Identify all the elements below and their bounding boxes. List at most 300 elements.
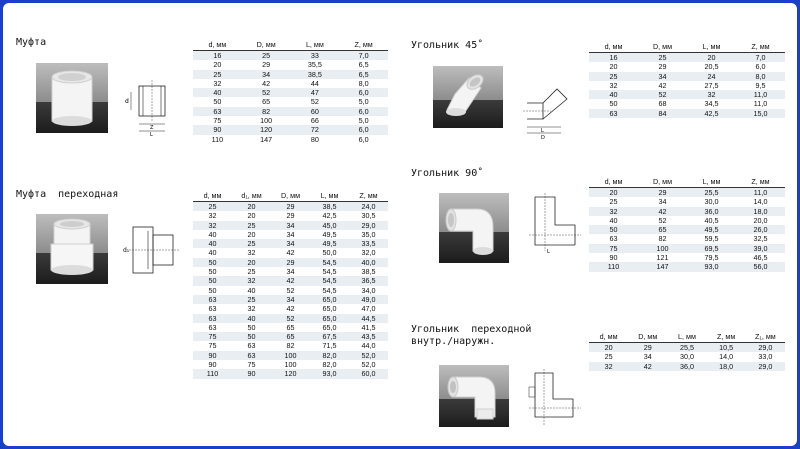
table-cell: 29 (242, 60, 291, 69)
table-cell: 24 (687, 72, 736, 81)
table-cell: 32 (193, 211, 232, 220)
table-cell: 6,5 (339, 70, 388, 79)
table-cell: 65 (242, 97, 291, 106)
table-cell: 82,0 (310, 360, 349, 369)
table-cell: 49,5 (687, 225, 736, 234)
table-cell: 25,5 (687, 188, 736, 198)
coupling-drawing (121, 78, 181, 143)
elbow90-drawing (527, 191, 587, 262)
table-cell: 54,5 (310, 258, 349, 267)
table-cell: 40 (232, 314, 271, 323)
table-cell: 72 (291, 125, 340, 134)
table-cell: 20 (193, 60, 242, 69)
table-cell: 63 (193, 295, 232, 304)
column-header: d, мм (193, 38, 242, 51)
table-cell: 34 (271, 267, 310, 276)
table-cell: 38,5 (291, 70, 340, 79)
dim-label-d1: d₁ (123, 247, 130, 254)
elbow45-title: Угольник 45˚ (411, 40, 484, 51)
table-cell: 63 (589, 109, 638, 118)
table-cell: 93,0 (687, 262, 736, 271)
table-cell: 34 (242, 70, 291, 79)
table-cell: 11,0 (736, 188, 785, 198)
table-cell: 147 (242, 135, 291, 144)
table-cell: 50 (589, 99, 638, 108)
table-cell: 100 (242, 116, 291, 125)
table-cell: 65 (638, 225, 687, 234)
table-header-row (589, 40, 785, 53)
column-header: D, мм (638, 40, 687, 53)
table-row (193, 202, 388, 212)
table-cell: 68 (638, 99, 687, 108)
dim-label-d-45: D (541, 135, 545, 141)
column-header: Z, мм (349, 189, 388, 202)
table-cell: 39,0 (736, 244, 785, 253)
table-cell: 90 (193, 351, 232, 360)
table-cell: 30,0 (667, 352, 706, 361)
table-cell: 82,0 (310, 351, 349, 360)
table-cell: 59,5 (687, 234, 736, 243)
table-cell: 40 (193, 88, 242, 97)
table-cell: 46,5 (736, 253, 785, 262)
table-cell: 32 (589, 207, 638, 216)
table-cell: 42,5 (310, 211, 349, 220)
table-cell: 20 (232, 258, 271, 267)
elbow45-photo (433, 66, 503, 128)
table-cell: 32 (193, 221, 232, 230)
table-cell: 29 (271, 258, 310, 267)
table-cell: 18,0 (707, 362, 746, 371)
table-cell: 90 (193, 360, 232, 369)
table-cell: 52 (638, 216, 687, 225)
table-row (589, 188, 785, 198)
table-cell: 34 (638, 72, 687, 81)
coupling-title: Муфта (16, 37, 47, 48)
table-cell: 20,5 (687, 62, 736, 71)
table-cell: 36,5 (349, 276, 388, 285)
column-header: Z, мм (339, 38, 388, 51)
table-row (193, 295, 388, 304)
table-cell: 34 (638, 197, 687, 206)
table-cell: 5,0 (339, 97, 388, 106)
table-cell: 45,0 (310, 221, 349, 230)
table-cell: 84 (638, 109, 687, 118)
dim-label-l: L (150, 132, 153, 138)
column-header: d, мм (589, 175, 638, 188)
table-cell: 50 (232, 332, 271, 341)
column-header: L, мм (667, 330, 706, 343)
table-cell: 25 (589, 352, 628, 361)
table-cell: 71,5 (310, 341, 349, 350)
table-cell: 20 (589, 62, 638, 71)
table-cell: 65,0 (310, 295, 349, 304)
table-cell: 36,0 (667, 362, 706, 371)
table-cell: 63 (193, 314, 232, 323)
coupling-photo (36, 63, 108, 133)
adapter-table (589, 330, 785, 371)
table-cell: 25 (232, 239, 271, 248)
table-row (193, 239, 388, 248)
table-cell: 110 (193, 135, 242, 144)
table-cell: 47 (291, 88, 340, 97)
elbow90-photo (439, 193, 509, 263)
table-cell: 110 (193, 369, 232, 378)
table-cell: 42 (271, 276, 310, 285)
table-cell: 20 (232, 230, 271, 239)
table-cell: 30,5 (349, 211, 388, 220)
table-cell: 25 (589, 197, 638, 206)
table-cell: 65 (271, 323, 310, 332)
table-row (589, 244, 785, 253)
table-cell: 66 (291, 116, 340, 125)
table-cell: 120 (242, 125, 291, 134)
table-cell: 5,0 (339, 116, 388, 125)
table-cell: 41,5 (349, 323, 388, 332)
table-row (193, 70, 388, 79)
table-cell: 90 (589, 253, 638, 262)
table-header-row (589, 330, 785, 343)
table-row (193, 107, 388, 116)
table-cell: 42 (628, 362, 667, 371)
table-cell: 60 (291, 107, 340, 116)
table-row (193, 88, 388, 97)
table-cell: 25,5 (667, 343, 706, 353)
table-cell: 75 (589, 244, 638, 253)
table-row (193, 286, 388, 295)
table-cell: 32,0 (349, 248, 388, 257)
table-cell: 32 (687, 90, 736, 99)
table-row (589, 234, 785, 243)
table-row (193, 221, 388, 230)
table-row (193, 230, 388, 239)
table-row (193, 304, 388, 313)
table-row (193, 211, 388, 220)
table-row (193, 332, 388, 341)
dim-label-d: d (125, 98, 129, 105)
column-header: Z, мм (736, 175, 785, 188)
table-cell: 40 (193, 239, 232, 248)
table-cell: 54,5 (310, 286, 349, 295)
table-cell: 20 (589, 188, 638, 198)
table-row (589, 81, 785, 90)
table-cell: 50 (193, 258, 232, 267)
table-cell: 52,0 (349, 360, 388, 369)
table-cell: 90 (193, 125, 242, 134)
column-header: L, мм (310, 189, 349, 202)
table-cell: 52 (271, 314, 310, 323)
table-cell: 8,0 (736, 72, 785, 81)
table-cell: 6,0 (736, 62, 785, 71)
table-row (589, 216, 785, 225)
table-cell: 43,5 (349, 332, 388, 341)
elbow45-table (589, 40, 785, 118)
table-cell: 20,0 (736, 216, 785, 225)
table-cell: 6,0 (339, 88, 388, 97)
table-cell: 14,0 (736, 197, 785, 206)
table-row (589, 62, 785, 71)
table-cell: 52 (271, 286, 310, 295)
table-row (193, 51, 388, 61)
table-cell: 40 (193, 248, 232, 257)
table-cell: 34 (628, 352, 667, 361)
table-cell: 56,0 (736, 262, 785, 271)
table-cell: 33,0 (746, 352, 785, 361)
table-cell: 29 (638, 188, 687, 198)
table-cell: 100 (271, 360, 310, 369)
table-cell: 100 (271, 351, 310, 360)
table-row (589, 262, 785, 271)
table-cell: 34,5 (687, 99, 736, 108)
table-cell: 8,0 (339, 79, 388, 88)
table-cell: 40 (589, 90, 638, 99)
table-row (589, 362, 785, 371)
table-cell: 25 (193, 70, 242, 79)
table-cell: 42 (242, 79, 291, 88)
table-row (193, 276, 388, 285)
column-header: D, мм (242, 38, 291, 51)
table-cell: 25 (232, 295, 271, 304)
table-cell: 50 (193, 276, 232, 285)
table-cell: 63 (193, 107, 242, 116)
column-header: D, мм (271, 189, 310, 202)
table-cell: 42 (271, 248, 310, 257)
table-row (589, 99, 785, 108)
column-header: d, мм (193, 189, 232, 202)
table-cell: 63 (589, 234, 638, 243)
table-row (193, 97, 388, 106)
table-cell: 52,0 (349, 351, 388, 360)
table-cell: 60,0 (349, 369, 388, 378)
table-cell: 34,0 (349, 286, 388, 295)
table-cell: 29,0 (349, 221, 388, 230)
table-row (193, 351, 388, 360)
table-row (193, 79, 388, 88)
table-row (589, 72, 785, 81)
table-row (193, 323, 388, 332)
table-cell: 110 (589, 262, 638, 271)
dim-label-l-45: L (541, 128, 544, 134)
column-header: d₁, мм (232, 189, 271, 202)
table-row (589, 109, 785, 118)
table-cell: 42,5 (687, 109, 736, 118)
table-cell: 35,5 (291, 60, 340, 69)
table-cell: 30,0 (687, 197, 736, 206)
table-row (193, 369, 388, 378)
table-cell: 69,5 (687, 244, 736, 253)
table-cell: 32 (232, 276, 271, 285)
table-cell: 67,5 (310, 332, 349, 341)
reducer-drawing (121, 221, 186, 286)
table-cell: 49,5 (310, 230, 349, 239)
table-cell: 65,0 (310, 304, 349, 313)
table-row (589, 225, 785, 234)
column-header: L, мм (687, 40, 736, 53)
table-cell: 44 (291, 79, 340, 88)
table-cell: 32,5 (736, 234, 785, 243)
table-cell: 80 (291, 135, 340, 144)
table-row (193, 267, 388, 276)
table-cell: 25 (232, 267, 271, 276)
table-cell: 63 (232, 351, 271, 360)
table-cell: 40 (589, 216, 638, 225)
table-cell: 63 (193, 323, 232, 332)
table-header-row (589, 175, 785, 188)
table-cell: 25 (638, 53, 687, 63)
dim-label-l-90: L (547, 249, 550, 255)
table-cell: 20 (232, 211, 271, 220)
column-header: D, мм (628, 330, 667, 343)
table-row (193, 314, 388, 323)
table-cell: 47,0 (349, 304, 388, 313)
table-cell: 75 (232, 360, 271, 369)
table-cell: 32 (589, 81, 638, 90)
table-cell: 75 (193, 116, 242, 125)
column-header: Z₁, мм (746, 330, 785, 343)
table-cell: 40 (232, 286, 271, 295)
table-cell: 38,5 (310, 202, 349, 212)
table-cell: 6,5 (339, 60, 388, 69)
table-row (589, 90, 785, 99)
table-cell: 54,5 (310, 276, 349, 285)
table-cell: 29 (628, 343, 667, 353)
table-row (589, 207, 785, 216)
table-cell: 32 (232, 248, 271, 257)
adapter-drawing (527, 369, 587, 438)
table-cell: 50,0 (310, 248, 349, 257)
table-cell: 20 (687, 53, 736, 63)
table-cell: 82 (638, 234, 687, 243)
column-header: L, мм (687, 175, 736, 188)
reducer-table (193, 189, 388, 379)
table-row (193, 135, 388, 144)
table-cell: 50 (193, 286, 232, 295)
table-cell: 11,0 (736, 90, 785, 99)
table-cell: 44,5 (349, 314, 388, 323)
column-header: d, мм (589, 40, 638, 53)
table-cell: 25 (193, 202, 232, 212)
table-cell: 29 (638, 62, 687, 71)
table-cell: 20 (232, 202, 271, 212)
table-cell: 16 (193, 51, 242, 61)
table-cell: 29 (271, 202, 310, 212)
table-cell: 52 (638, 90, 687, 99)
table-cell: 25 (589, 72, 638, 81)
table-cell: 6,0 (339, 107, 388, 116)
table-header-row (193, 189, 388, 202)
table-cell: 36,0 (687, 207, 736, 216)
table-cell: 9,5 (736, 81, 785, 90)
table-row (193, 360, 388, 369)
adapter-photo (439, 365, 509, 427)
coupling-table (193, 38, 388, 144)
table-cell: 6,0 (339, 125, 388, 134)
table-row (589, 53, 785, 63)
catalog-page (3, 3, 797, 446)
table-row (589, 352, 785, 361)
table-cell: 120 (271, 369, 310, 378)
table-cell: 35,0 (349, 230, 388, 239)
table-row (193, 248, 388, 257)
elbow45-drawing (521, 75, 581, 146)
table-cell: 32 (232, 304, 271, 313)
table-cell: 42 (638, 81, 687, 90)
table-cell: 49,0 (349, 295, 388, 304)
table-cell: 42 (271, 304, 310, 313)
table-cell: 26,0 (736, 225, 785, 234)
column-header: Z, мм (736, 40, 785, 53)
adapter-title: Угольник переходной внутр./наружн. (411, 324, 532, 347)
column-header: Z, мм (707, 330, 746, 343)
table-cell: 63 (232, 341, 271, 350)
table-row (193, 116, 388, 125)
table-row (193, 125, 388, 134)
table-cell: 34 (271, 239, 310, 248)
table-cell: 147 (638, 262, 687, 271)
table-cell: 44,0 (349, 341, 388, 350)
table-cell: 34 (271, 221, 310, 230)
table-cell: 29,0 (746, 362, 785, 371)
table-cell: 40,5 (687, 216, 736, 225)
table-cell: 63 (193, 304, 232, 313)
table-cell: 50 (589, 225, 638, 234)
table-cell: 40 (193, 230, 232, 239)
reducer-photo (36, 214, 108, 284)
table-cell: 100 (638, 244, 687, 253)
table-header-row (193, 38, 388, 51)
reducer-title: Муфта переходная (16, 189, 119, 200)
table-cell: 54,5 (310, 267, 349, 276)
table-row (589, 197, 785, 206)
elbow90-table (589, 175, 785, 272)
table-cell: 82 (242, 107, 291, 116)
table-cell: 10,5 (707, 343, 746, 353)
table-cell: 25 (232, 221, 271, 230)
table-cell: 18,0 (736, 207, 785, 216)
dim-label-z: Z (150, 125, 154, 131)
table-cell: 40,0 (349, 258, 388, 267)
table-cell: 6,0 (339, 135, 388, 144)
table-cell: 121 (638, 253, 687, 262)
table-cell: 7,0 (339, 51, 388, 61)
table-row (193, 60, 388, 69)
table-cell: 16 (589, 53, 638, 63)
table-cell: 24,0 (349, 202, 388, 212)
table-row (193, 341, 388, 350)
table-cell: 50 (193, 97, 242, 106)
table-cell: 32 (589, 362, 628, 371)
table-cell: 42 (638, 207, 687, 216)
table-cell: 93,0 (310, 369, 349, 378)
table-cell: 75 (193, 341, 232, 350)
table-row (589, 253, 785, 262)
table-cell: 52 (242, 88, 291, 97)
table-cell: 34 (271, 230, 310, 239)
table-cell: 20 (589, 343, 628, 353)
table-cell: 32 (193, 79, 242, 88)
table-cell: 33 (291, 51, 340, 61)
column-header: d, мм (589, 330, 628, 343)
table-cell: 65,0 (310, 323, 349, 332)
elbow90-title: Угольник 90˚ (411, 168, 484, 179)
table-cell: 50 (232, 323, 271, 332)
table-cell: 49,5 (310, 239, 349, 248)
table-cell: 38,5 (349, 267, 388, 276)
table-cell: 65,0 (310, 314, 349, 323)
table-cell: 90 (232, 369, 271, 378)
table-cell: 75 (193, 332, 232, 341)
table-cell: 29 (271, 211, 310, 220)
table-cell: 11,0 (736, 99, 785, 108)
